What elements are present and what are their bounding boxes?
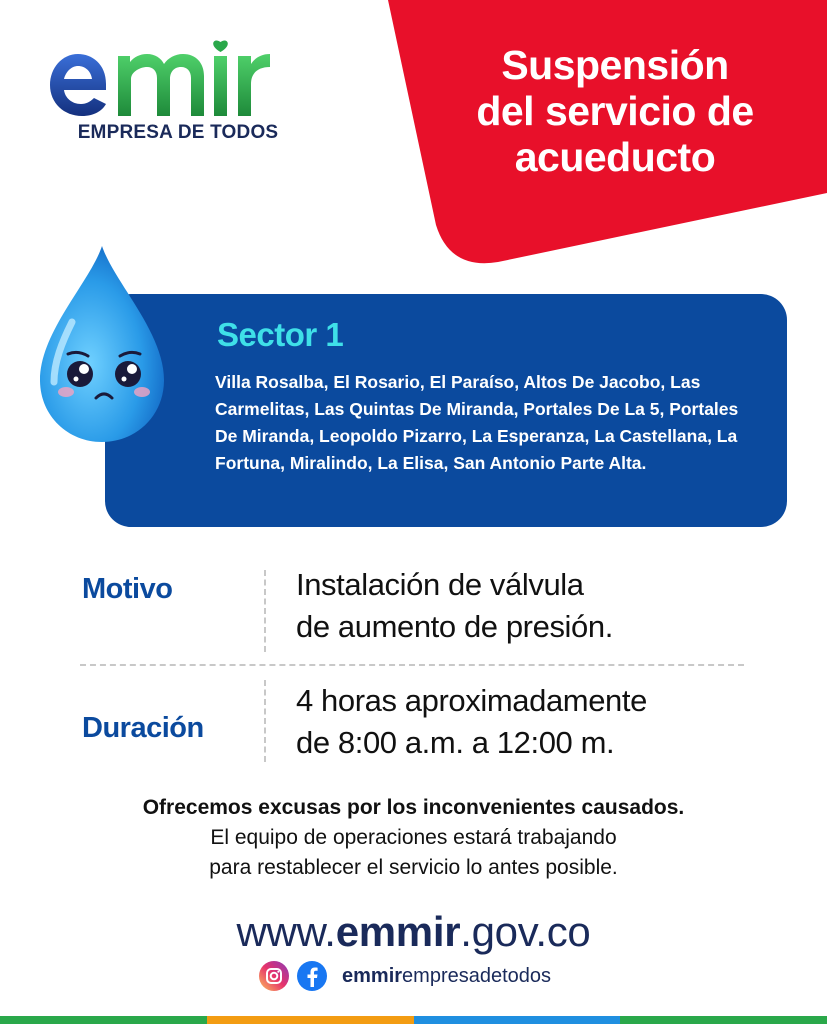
sector-title: Sector 1 <box>217 316 344 353</box>
apology-heading: Ofrecemos excusas por los inconvenientes causados. <box>142 796 685 819</box>
motivo-label: Motivo <box>82 573 173 605</box>
instagram-icon[interactable] <box>258 960 290 992</box>
apology-line: para restablecer el servicio lo antes posible. <box>209 856 618 879</box>
website-link[interactable]: www.emmir.gov.co <box>236 908 591 955</box>
bottom-color-bar <box>0 1016 827 1024</box>
sector-areas: Villa Rosalba, El Rosario, El Paraíso, Altos De Jacobo, Las Carmelitas, Las Quintas De Miranda, Portales De La 5, Portales De Miranda, Leopoldo Pizarro, La Esperanza, La Castellana, La Fortuna, Miralindo, La Elisa, San Antonio Parte Alta. <box>215 372 739 473</box>
social-handle[interactable]: emmirempresadetodos <box>342 964 552 987</box>
divider-vertical-bottom <box>264 680 266 762</box>
social-row <box>258 958 551 994</box>
apology-text <box>0 793 827 883</box>
water-drop-mascot <box>32 242 172 447</box>
divider-horizontal <box>80 664 744 666</box>
duracion-label: Duración <box>82 712 204 744</box>
apology-line: El equipo de operaciones estará trabajando <box>210 826 617 849</box>
duracion-value: 4 horas aproximadamente de 8:00 a.m. a 12:00 m. <box>296 683 647 760</box>
facebook-icon[interactable] <box>296 960 328 992</box>
motivo-value: Instalación de válvula de aumento de presión. <box>296 567 613 644</box>
sector-card <box>105 294 787 527</box>
logo-tagline: EMPRESA DE TODOS <box>77 122 279 143</box>
banner-title: Suspensión del servicio de acueducto <box>476 42 754 180</box>
divider-vertical-top <box>264 570 266 652</box>
